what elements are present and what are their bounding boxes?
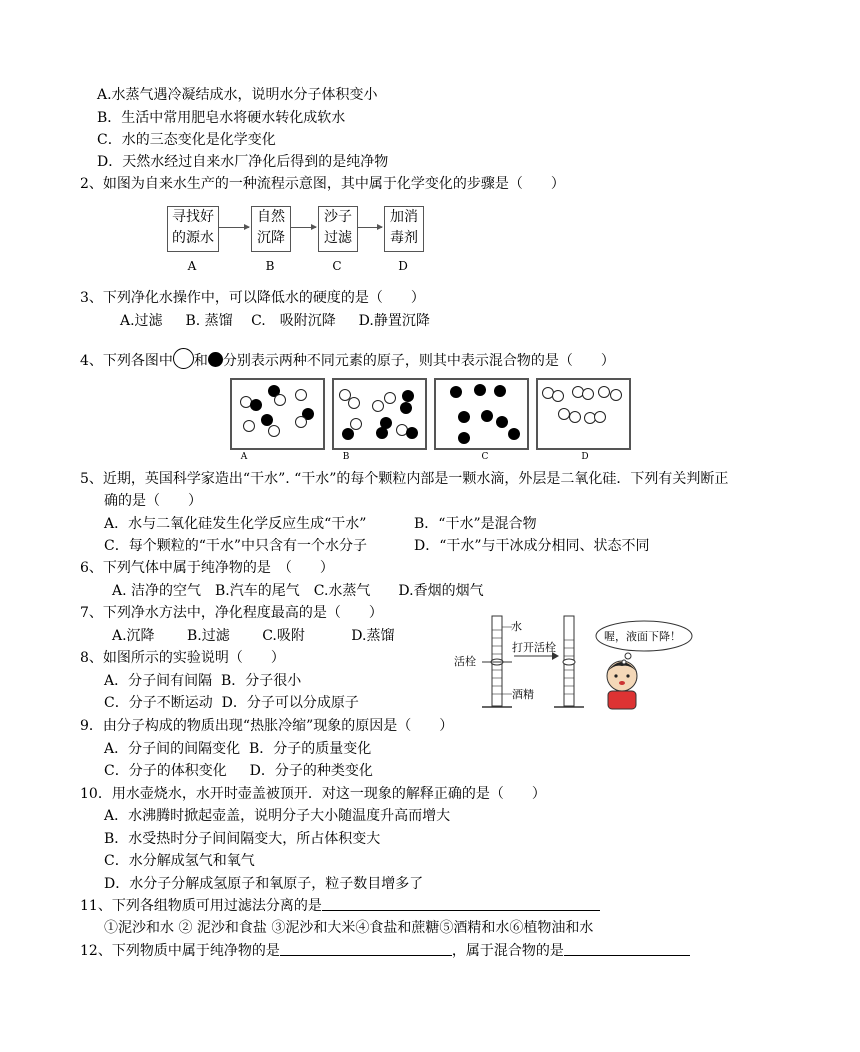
molecule-box-d bbox=[536, 378, 631, 450]
flow-label-c: C bbox=[332, 259, 342, 273]
q3-options: A.过滤 B. 蒸馏 C. 吸附沉降 D.静置沉降 bbox=[120, 313, 430, 329]
flow-arrow bbox=[358, 227, 382, 228]
black-atom bbox=[458, 411, 470, 423]
white-atom-icon bbox=[173, 348, 194, 369]
white-atom bbox=[384, 392, 396, 404]
q1-option-c: C．水的三态变化是化学变化 bbox=[97, 132, 276, 148]
label-alcohol: 酒精 bbox=[512, 688, 534, 701]
q8-options-line2: C．分子不断运动 D．分子可以分成原子 bbox=[104, 695, 359, 711]
flow-step-b-line1: 自然 bbox=[257, 209, 285, 225]
black-atom bbox=[376, 427, 388, 439]
black-atom bbox=[496, 416, 508, 428]
answer-blank-mixture[interactable] bbox=[564, 955, 690, 956]
white-atom bbox=[610, 389, 622, 401]
q8-experiment-figure bbox=[452, 612, 702, 712]
black-atom bbox=[474, 384, 486, 396]
q5-stem-line1: 5、近期，英国科学家造出“干水”. “干水”的每个颗粒内部是一颗水滴，外层是二氧化硅．下列有关判断正 bbox=[80, 471, 729, 487]
black-atom bbox=[400, 402, 412, 414]
q7-options: A.沉降 B.过滤 C.吸附 D.蒸馏 bbox=[112, 628, 395, 644]
molecule-box-b bbox=[332, 378, 427, 450]
q9-options-line2: C．分子的体积变化 D．分子的种类变化 bbox=[104, 763, 373, 779]
q11-stem-text: 11、下列各组物质可用过滤法分离的是 bbox=[80, 898, 322, 914]
flow-step-a-line2: 的源水 bbox=[172, 230, 214, 246]
white-atom bbox=[268, 425, 280, 437]
white-atom bbox=[295, 416, 307, 428]
flow-step-d bbox=[384, 206, 424, 252]
q8-options-line1: A．分子间有间隔 B．分子很小 bbox=[104, 673, 302, 689]
q4-stem-part3: 分别表示两种不同元素的原子，则其中表示混合物的是（ ） bbox=[222, 353, 615, 369]
flow-step-d-line1: 加消 bbox=[390, 209, 418, 225]
flow-step-b bbox=[251, 206, 291, 252]
black-atom bbox=[261, 414, 273, 426]
white-atom bbox=[569, 411, 581, 423]
white-atom bbox=[582, 388, 594, 400]
q5-option-a: A．水与二氧化硅发生化学反应生成“干水” bbox=[104, 516, 367, 532]
flow-step-c-line2: 过滤 bbox=[324, 230, 352, 246]
label-open-valve: 打开活栓 bbox=[512, 641, 556, 654]
white-atom bbox=[598, 386, 610, 398]
black-atom bbox=[450, 386, 462, 398]
q4-stem-part1: 4、下列各图中 bbox=[80, 353, 173, 369]
answer-blank[interactable] bbox=[322, 910, 600, 911]
molecule-box-a bbox=[230, 378, 325, 450]
q5-option-d: D．“干水”与干冰成分相同、状态不同 bbox=[414, 538, 650, 554]
q3-stem: 3、下列净化水操作中，可以降低水的硬度的是（ ） bbox=[80, 290, 425, 306]
q9-options-line1: A．分子间的间隔变化 B．分子的质量变化 bbox=[104, 741, 372, 757]
q4-stem-part2: 和 bbox=[193, 353, 208, 369]
black-atom bbox=[494, 385, 506, 397]
flow-step-a bbox=[167, 206, 219, 252]
label-valve: 活栓 bbox=[454, 655, 476, 668]
white-atom bbox=[295, 389, 307, 401]
flow-arrow bbox=[219, 227, 249, 228]
q11-stem bbox=[80, 897, 600, 915]
q12-stem bbox=[80, 942, 690, 960]
q10-option-d: D．水分子分解成氢原子和氧原子，粒子数目增多了 bbox=[104, 876, 424, 892]
q12-stem-part2: ，属于混合物的是 bbox=[451, 943, 564, 959]
answer-blank-pure[interactable] bbox=[280, 955, 452, 956]
q10-option-c: C．水分解成氢气和氧气 bbox=[104, 853, 255, 869]
flow-step-c bbox=[318, 206, 358, 252]
q5-option-c: C．每个颗粒的“干水”中只含有一个水分子 bbox=[104, 538, 368, 554]
q1-option-a: A.水蒸气遇冷凝结成水，说明水分子体积变小 bbox=[97, 87, 378, 103]
white-atom bbox=[594, 411, 606, 423]
q10-option-a: A．水沸腾时掀起壶盖，说明分子大小随温度升高而增大 bbox=[104, 808, 451, 824]
q9-stem: 9．由分子构成的物质出现“热胀冷缩”现象的原因是（ ） bbox=[80, 718, 454, 734]
q4-stem bbox=[80, 348, 615, 370]
flow-step-a-line1: 寻找好 bbox=[172, 209, 214, 225]
white-atom bbox=[350, 418, 362, 430]
flow-label-d: D bbox=[398, 259, 408, 273]
q6-options: A. 洁净的空气 B.汽车的尾气 C.水蒸气 D.香烟的烟气 bbox=[112, 583, 484, 599]
speech-bubble-text: 喔，液面下降！ bbox=[604, 630, 681, 643]
flow-step-b-line2: 沉降 bbox=[257, 230, 285, 246]
q6-stem: 6、下列气体中属于纯净物的是 （ ） bbox=[80, 560, 334, 576]
q7-stem: 7、下列净水方法中，净化程度最高的是（ ） bbox=[80, 605, 383, 621]
flow-arrow bbox=[291, 227, 316, 228]
label-water: 水 bbox=[511, 620, 522, 633]
q2-stem: 2、如图为自来水生产的一种流程示意图，其中属于化学变化的步骤是（ ） bbox=[80, 176, 565, 192]
molecule-label-d: D bbox=[581, 452, 589, 462]
q11-items: ①泥沙和水 ② 泥沙和食盐 ③泥沙和大米④食盐和蔗糖⑤酒精和水⑥植物油和水 bbox=[104, 920, 594, 936]
molecule-label-a: A bbox=[240, 452, 248, 462]
q5-option-b: B．“干水”是混合物 bbox=[414, 516, 537, 532]
q8-stem: 8、如图所示的实验说明（ ） bbox=[80, 650, 285, 666]
white-atom bbox=[243, 420, 255, 432]
flow-label-a: A bbox=[187, 259, 197, 273]
molecule-label-c: C bbox=[481, 452, 489, 462]
white-atom bbox=[552, 390, 564, 402]
black-atom bbox=[250, 399, 262, 411]
molecule-box-c bbox=[434, 378, 529, 450]
q1-option-d: D．天然水经过自来水厂净化后得到的是纯净物 bbox=[97, 154, 389, 170]
black-atom bbox=[458, 432, 470, 444]
flow-label-b: B bbox=[265, 259, 275, 273]
q12-stem-part1: 12、下列物质中属于纯净物的是 bbox=[80, 943, 280, 959]
black-atom bbox=[481, 410, 493, 422]
flow-step-c-line1: 沙子 bbox=[324, 209, 352, 225]
black-atom-icon bbox=[208, 352, 223, 367]
diffusion-tubes-svg bbox=[452, 612, 702, 712]
white-atom bbox=[274, 394, 286, 406]
q5-stem-line2: 确的是（ ） bbox=[104, 493, 202, 509]
flow-step-d-line2: 毒剂 bbox=[390, 230, 418, 246]
black-atom bbox=[402, 390, 414, 402]
white-atom bbox=[348, 397, 360, 409]
q10-option-b: B．水受热时分子间间隔变大，所占体积变大 bbox=[104, 831, 381, 847]
white-atom bbox=[372, 400, 384, 412]
black-atom bbox=[406, 427, 418, 439]
molecule-label-b: B bbox=[342, 452, 350, 462]
q1-option-b: B．生活中常用肥皂水将硬水转化成软水 bbox=[97, 110, 346, 126]
black-atom bbox=[342, 428, 354, 440]
q10-stem: 10．用水壶烧水，水开时壶盖被顶开．对这一现象的解释正确的是（ ） bbox=[80, 786, 546, 802]
black-atom bbox=[508, 428, 520, 440]
